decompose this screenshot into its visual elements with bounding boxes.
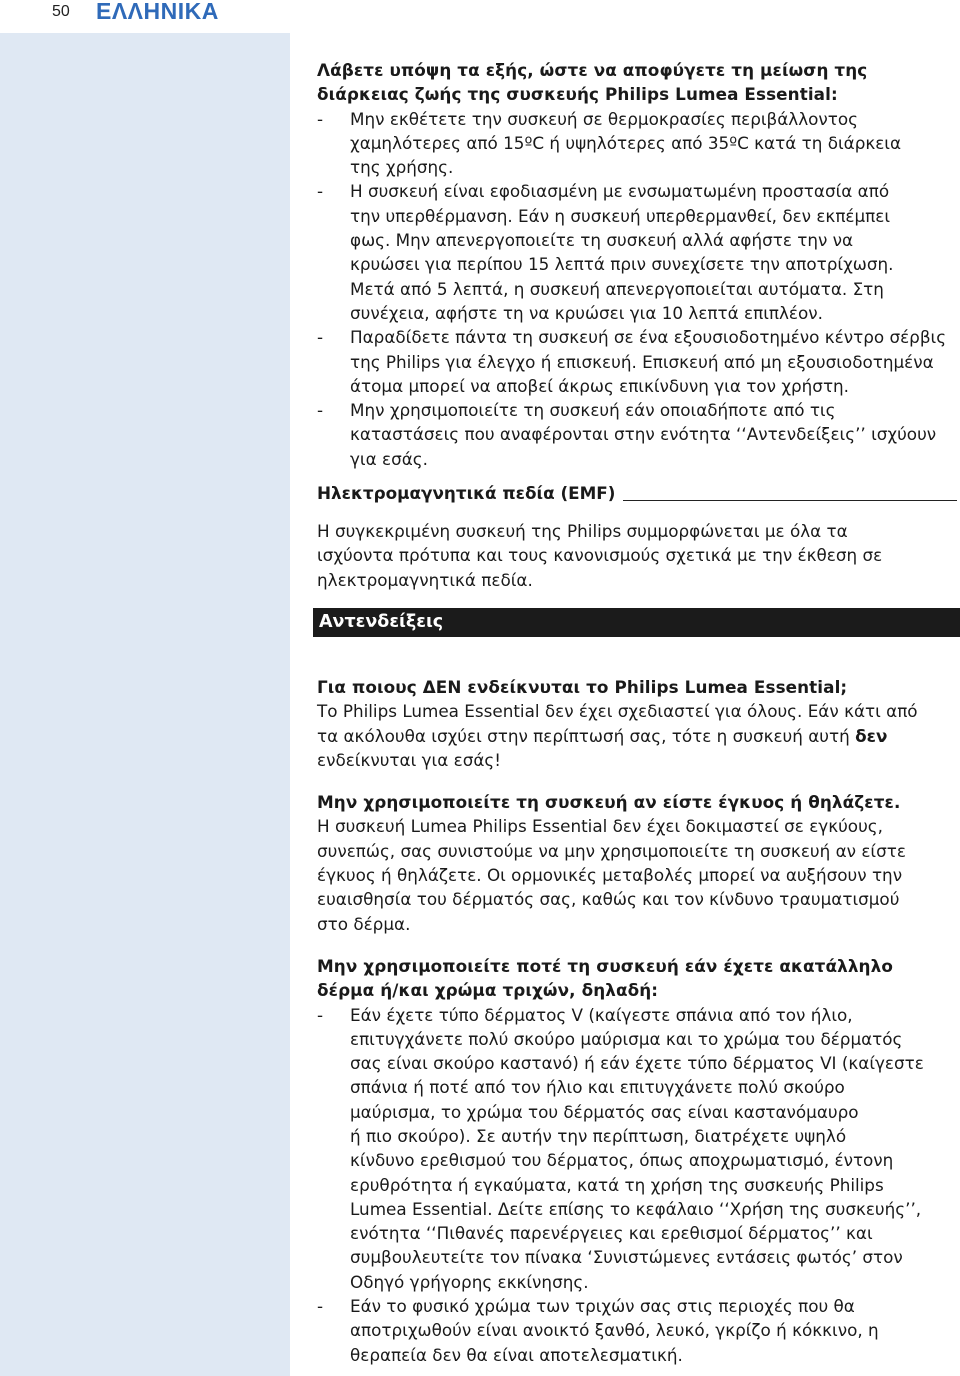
list-line: θεραπεία δεν θα είναι αποτελεσματική. bbox=[350, 1344, 683, 1365]
list-line: συνέχεια, αφήστε τη να κρυώσει για 10 λεπτά επιπλέον. bbox=[350, 302, 823, 323]
list-line: Μην χρησιμοποιείτε τη συσκευή εάν οποιαδήποτε από τις bbox=[350, 400, 836, 421]
list-line: της χρήσης. bbox=[350, 157, 454, 178]
lifespan-heading-line: Λάβετε υπόψη τα εξής, ώστε να αποφύγετε τη μείωση της bbox=[317, 60, 868, 80]
list-item: - Μην χρησιμοποιείτε τη συσκευή εάν οποιαδήποτε από τις καταστάσεις που αναφέρονται στην ενότητα ‘‘Αντενδείξεις’’ ισχύουν για εσάς. bbox=[317, 398, 957, 471]
list-line: φως. Μην απενεργοποιείτε τη συσκευή αλλά αφήστε την να bbox=[350, 230, 854, 251]
lifespan-heading-line: διάρκειας ζωής της συσκευής Philips Lumea Essential: bbox=[317, 84, 838, 105]
list-line: την υπερθέρμανση. Εάν η συσκευή υπερθερμανθεί, δεν εκπέμπει bbox=[350, 205, 891, 226]
list-line: Οδηγό γρήγορης εκκίνησης. bbox=[350, 1271, 589, 1292]
list-line: της Philips για έλεγχο ή επισκευή. Επισκευή από μη εξουσιοδοτημένα bbox=[350, 351, 934, 372]
pregnancy-line: έγκυος ή θηλάζετε. Οι ορμονικές μεταβολές μπορεί να αυξήσουν την bbox=[317, 865, 903, 886]
not-suitable-text: τα ακόλουθα ισχύει στην περίπτωσή σας, τότε η συσκευή αυτή bbox=[317, 725, 856, 746]
list-line: ενότητα ‘‘Πιθανές παρενέργειες και ερεθισμοί δέρματος’’ και bbox=[350, 1223, 873, 1244]
skin-title-line: Μην χρησιμοποιείτε ποτέ τη συσκευή εάν έχετε ακατάλληλο bbox=[317, 955, 893, 976]
list-item: - Παραδίδετε πάντα τη συσκευή σε ένα εξουσιοδοτημένο κέντρο σέρβις της Philips για έλεγχο ή επισκευή. Επισκευή από μη εξουσιοδοτημένα άτομα μπορεί να αποβεί άκρως επικίνδυνη για τον χρήστη. bbox=[317, 325, 957, 398]
list-item: - Η συσκευή είναι εφοδιασμένη με ενσωματωμένη προστασία από την υπερθέρμανση. Εάν η συσκευή υπερθερμανθεί, δεν εκπέμπει φως. Μην απενεργοποιείτε τη συσκευή αλλά αφήστε την να κρυώσει για περίπου 15 λεπτά πριν συνεχίσετε την αποτρίχωση. Μετά από 5 λεπτά, η συσκευή απενεργοποιείται αυτόματα. Στη συνέχεια, αφήστε τη να κρυώσει για 10 λεπτά επιπλέον. bbox=[317, 179, 957, 325]
list-line: μαύρισμα, το χρώμα του δέρματός σας είναι καστανόμαυρο bbox=[350, 1101, 859, 1122]
list-line: για εσάς. bbox=[350, 448, 428, 469]
not-suitable-line bbox=[317, 724, 957, 748]
language-title: ΕΛΛΗΝΙΚΑ bbox=[96, 0, 219, 24]
list-item: - Εάν το φυσικό χρώμα των τριχών σας στις περιοχές που θα αποτριχωθούν είναι ανοικτό ξανθό, λευκό, γκρίζο ή κόκκινο, η θεραπεία δεν θα είναι αποτελεσματική. bbox=[317, 1294, 957, 1367]
contraindications-bar: Αντενδείξεις bbox=[313, 608, 960, 637]
pregnancy-line: ευαισθησία του δέρματός σας, καθώς και τον κίνδυνο τραυματισμού bbox=[317, 889, 900, 910]
list-line: άτομα μπορεί να αποβεί άκρως επικίνδυνη για τον χρήστη. bbox=[350, 375, 850, 396]
not-suitable-line: ενδείκνυται για εσάς! bbox=[317, 749, 501, 770]
list-line: κίνδυνο ερεθισμού του δέρματος, όπως αποχρωματισμό, έντονη bbox=[350, 1150, 894, 1171]
list-item: - Εάν έχετε τύπο δέρματος V (καίγεστε σπάνια από τον ήλιο, επιτυγχάνετε πολύ σκούρο μαύρισμα και το χρώμα του δέρματός σας είναι σκούρο καστανό) ή εάν έχετε τύπο δέρματος VI (καίγεστε σπάνια ή ποτέ από τον ήλιο και επιτυγχάνετε πολύ σκούρο μαύρισμα, το χρώμα του δέρματός σας είναι καστανόμαυρο ή πιο σκούρο). Σε αυτήν την περίπτωση, διατρέχετε υψηλό κίνδυνο ερεθισμού του δέρματος, όπως αποχρωματισμό, έντονη ερυθρότητα ή εγκαύματα, κατά τη χρήση της συσκευής Philips Lumea Essential. Δείτε επίσης το κεφάλαιο ‘‘Χρήση της συσκευής’’, ενότητα ‘‘Πιθανές παρενέργειες και ερεθισμοί δέρματος’’ και συμβουλευτείτε τον πίνακα ‘Συνιστώμενες εντάσεις φωτός’ στον Οδηγό γρήγορης εκκίνησης. bbox=[317, 1003, 957, 1295]
emf-line: ηλεκτρομαγνητικά πεδία. bbox=[317, 569, 533, 590]
list-line: επιτυγχάνετε πολύ σκούρο μαύρισμα και το χρώμα του δέρματός bbox=[350, 1028, 903, 1049]
list-line: Μετά από 5 λεπτά, η συσκευή απενεργοποιείται αυτόματα. Στη bbox=[350, 278, 884, 299]
page-number: 50 bbox=[52, 3, 70, 20]
lifespan-heading bbox=[317, 58, 957, 107]
list-line: ή πιο σκούρο). Σε αυτήν την περίπτωση, διατρέχετε υψηλό bbox=[350, 1125, 847, 1146]
list-line: συμβουλευτείτε τον πίνακα ‘Συνιστώμενες εντάσεις φωτός’ στον bbox=[350, 1247, 903, 1268]
list-line: αποτριχωθούν είναι ανοικτό ξανθό, λευκό, γκρίζο ή κόκκινο, η bbox=[350, 1320, 879, 1341]
list-line: κρυώσει για περίπου 15 λεπτά πριν συνεχίσετε την αποτρίχωση. bbox=[350, 254, 894, 275]
pregnancy-line: στο δέρμα. bbox=[317, 913, 411, 934]
pregnancy-paragraph bbox=[317, 814, 957, 935]
list-line: χαμηλότερες από 15ºC ή υψηλότερες από 35ºC κατά τη διάρκεια bbox=[350, 132, 902, 153]
not-suitable-line: Το Philips Lumea Essential δεν έχει σχεδιαστεί για όλους. Εάν κάτι από bbox=[317, 701, 918, 722]
list-line: Lumea Essential. Δείτε επίσης το κεφάλαιο ‘‘Χρήση της συσκευής’’, bbox=[350, 1198, 922, 1219]
skin-title-line: δέρμα ή/και χρώμα τριχών, δηλαδή: bbox=[317, 980, 659, 1001]
list-line: Μην εκθέτετε την συσκευή σε θερμοκρασίες περιβάλλοντος bbox=[350, 108, 859, 129]
not-suitable-title: Για ποιους ΔΕΝ ενδείκνυται το Philips Lumea Essential; bbox=[317, 676, 848, 697]
not-emphasis: δεν bbox=[855, 725, 888, 746]
list-line: σας είναι σκούρο καστανό) ή εάν έχετε τύπο δέρματος VI (καίγεστε bbox=[350, 1053, 924, 1074]
list-line: σπάνια ή ποτέ από τον ήλιο και επιτυγχάνετε πολύ σκούρο bbox=[350, 1077, 845, 1098]
sidebar-panel bbox=[0, 33, 290, 1376]
list-line: Η συσκευή είναι εφοδιασμένη με ενσωματωμένη προστασία από bbox=[350, 181, 890, 202]
main-content bbox=[317, 58, 957, 1367]
pregnancy-title: Μην χρησιμοποιείτε τη συσκευή αν είστε έγκυος ή θηλάζετε. bbox=[317, 792, 901, 813]
emf-rule bbox=[623, 500, 957, 501]
emf-line: Η συγκεκριμένη συσκευή της Philips συμμορφώνεται με όλα τα bbox=[317, 521, 848, 542]
emf-heading bbox=[317, 481, 957, 505]
page-header bbox=[0, 0, 960, 28]
emf-paragraph bbox=[317, 519, 957, 592]
emf-line: ισχύοντα πρότυπα και τους κανονισμούς σχετικά με την έκθεση σε bbox=[317, 545, 883, 566]
emf-title: Ηλεκτρομαγνητικά πεδία (EMF) bbox=[317, 483, 616, 504]
list-line: Εάν έχετε τύπο δέρματος V (καίγεστε σπάνια από τον ήλιο, bbox=[350, 1004, 853, 1025]
pregnancy-line: συνεπώς, σας συνιστούμε να μην χρησιμοποιείτε τη συσκευή αν είστε bbox=[317, 840, 906, 861]
list-line: Παραδίδετε πάντα τη συσκευή σε ένα εξουσιοδοτημένο κέντρο σέρβις bbox=[350, 327, 947, 348]
list-line: Εάν το φυσικό χρώμα των τριχών σας στις περιοχές που θα bbox=[350, 1296, 855, 1317]
list-item: - Μην εκθέτετε την συσκευή σε θερμοκρασίες περιβάλλοντος χαμηλότερες από 15ºC ή υψηλότερες από 35ºC κατά τη διάρκεια της χρήσης. bbox=[317, 107, 957, 180]
skin-title bbox=[317, 954, 957, 1003]
list-line: καταστάσεις που αναφέρονται στην ενότητα ‘‘Αντενδείξεις’’ ισχύουν bbox=[350, 424, 937, 445]
not-suitable-paragraph bbox=[317, 699, 957, 772]
list-line: ερυθρότητα ή εγκαύματα, κατά τη χρήση της συσκευής Philips bbox=[350, 1174, 884, 1195]
pregnancy-line: Η συσκευή Lumea Philips Essential δεν έχει δοκιμαστεί σε εγκύους, bbox=[317, 816, 883, 837]
